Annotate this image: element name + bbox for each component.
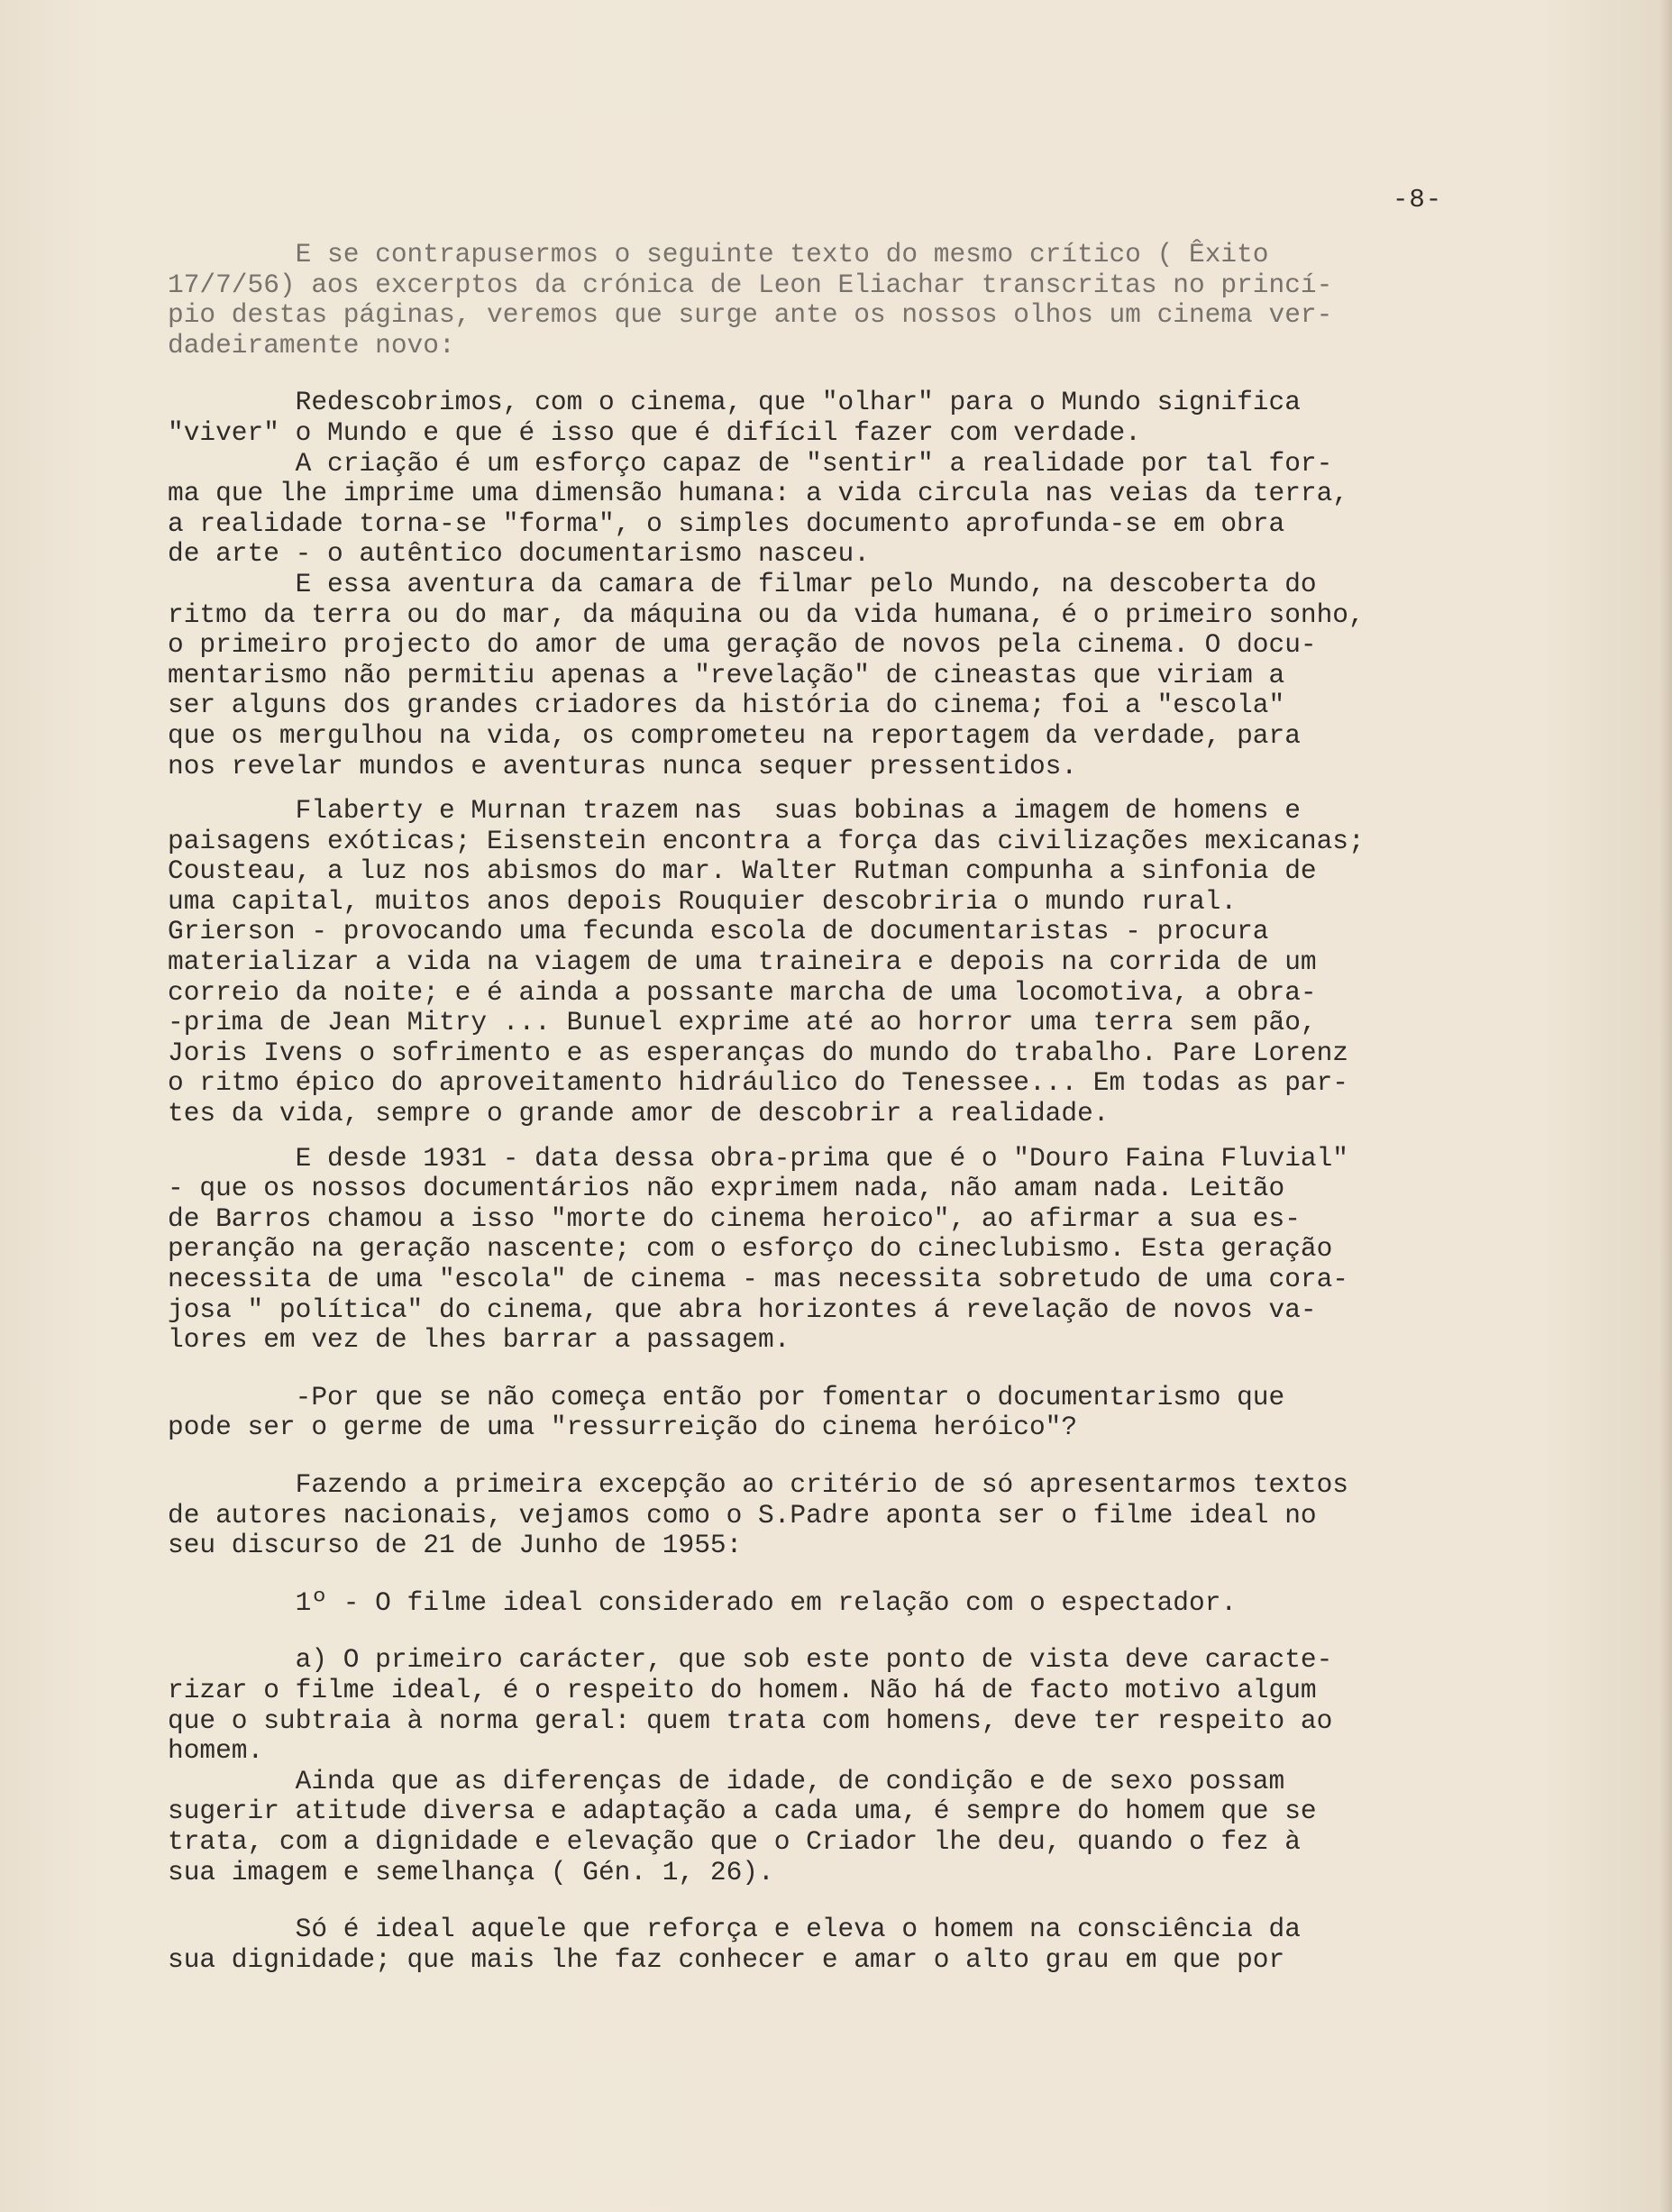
paragraph-intro: E se contrapusermos o seguinte texto do mesmo crítico ( Êxito 17/7/56) aos excerptos da crónica de Leon Eliachar transcritas no princí- pio destas páginas, veremos que surge ante os nossos olhos um cinema ver- dadeiramente novo: [168,239,1333,361]
paragraph-respect-of-man: a) O primeiro carácter, que sob este ponto de vista deve caracte- rizar o filme ideal, é o respeito do homem. Não há de facto motivo algum que o subtraia à norma geral: quem trata com homens, deve ter respeito ao homem. Ainda que as diferenças de idade, de condição e de sexo possam sugerir atitude diversa e adaptação a cada uma, é sempre do homem que se trata, com a dignidade e elevação que o Criador lhe deu, quando o fez à sua imagem e semelhança ( Gén. 1, 26). [168,1644,1333,1888]
paragraph-quote-rediscovery: Redescobrimos, com o cinema, que "olhar" para o Mundo significa "viver" o Mundo e que é isso que é difícil fazer com verdade. A criação é um esforço capaz de "sentir" a realidade por tal for- ma que lhe imprime uma dimensão humana: a vida circula nas veias da terra, a realidade torna-se "forma", o simples documento aprofunda-se em obra de arte - o autêntico documentarismo nasceu. E essa aventura da camara de filmar pelo Mundo, na descoberta do ritmo da terra ou do mar, da máquina ou da vida humana, é o primeiro sonho, o primeiro projecto do amor de uma geração de novos pela cinema. O docu- mentarismo não permitiu apenas a "revelação" de cineastas que viriam a ser alguns dos grandes criadores da história do cinema; foi a "escola" que os mergulhou na vida, os comprometeu na reportagem da verdade, para nos revelar mundos e aventuras nunca sequer pressentidos. [168,387,1365,782]
paragraph-pope-discourse: Fazendo a primeira excepção ao critério de só apresentarmos textos de autores nacionais, vejamos como o S.Padre aponta ser o filme ideal no seu discurso de 21 de Junho de 1955: [168,1468,1349,1561]
paragraph-douro-faina-fluvial: E desde 1931 - data dessa obra-prima que é o "Douro Faina Fluvial" - que os nossos documentários não exprimem nada, não amam nada. Leitão de Barros chamou a isso "morte do cinema heroico", ao afirmar a sua es- peranção na geração nascente; com o esforço do cineclubismo. Esta geração necessita de uma "escola" de cinema - mas necessita sobretudo de uma cora- josa " política" do cinema, que abra horizontes á revelação de novos va- lores em vez de lhes barrar a passagem. [168,1142,1349,1356]
paragraph-documentarists: Flaberty e Murnan trazem nas suas bobinas a imagem de homens e paisagens exóticas; Eisenstein encontra a força das civilizações mexicanas; Cousteau, a luz nos abismos do mar. Walter Rutman compunha a sinfonia de uma capital, muitos anos depois Rouquier descobriria o mundo rural. Grierson - provocando uma fecunda escola de documentaristas - procura materializar a vida na viagem de uma traineira e depois na corrida de um correio da noite; e é ainda a possante marcha de uma locomotiva, a obra- -prima de Jean Mitry ... Bunuel exprime até ao horror uma terra sem pão, Joris Ivens o sofrimento e as esperanças do mundo do trabalho. Pare Lorenz o ritmo épico do aproveitamento hidráulico do Tenessee... Em todas as par- tes da vida, sempre o grande amor de descobrir a realidade. [168,795,1365,1129]
paragraph-dignity: Só é ideal aquele que reforça e eleva o homem na consciência da sua dignidade; que mais lhe faz conhecer e amar o alto grau em que por [168,1914,1301,1975]
page-number: -8- [1393,185,1443,215]
paragraph-question: -Por que se não começa então por fomentar o documentarismo que pode ser o germe de uma "ressurreição do cinema heróico"? [168,1381,1285,1443]
heading-ideal-film-spectator: 1º - O filme ideal considerado em relação com o espectador. [168,1586,1238,1618]
document-body [168,240,1520,1975]
